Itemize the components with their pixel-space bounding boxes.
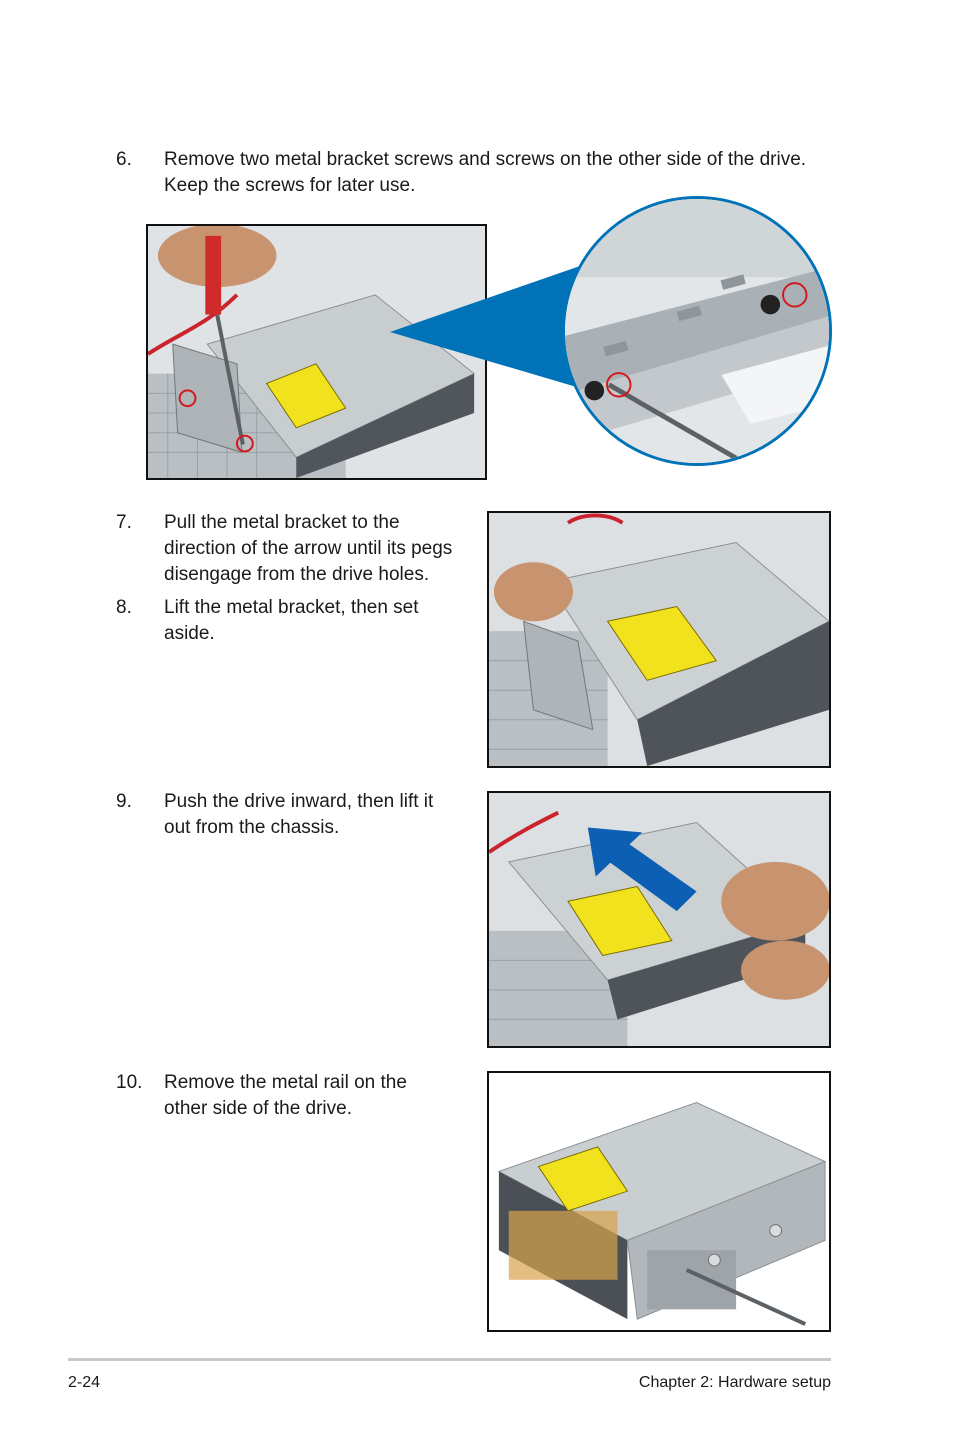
step-text: Pull the metal bracket to the direction of the arrow until its pegs disengage from the drive holes.	[164, 512, 453, 585]
step-number: 8.	[116, 597, 132, 618]
footer-page-number: 2-24	[68, 1374, 101, 1391]
step-number: 6.	[116, 149, 132, 170]
step-text: Remove the metal rail on the other side of the drive.	[164, 1072, 407, 1119]
photo-remove-rail	[487, 1071, 831, 1332]
step-text: Push the drive inward, then lift it out from the chassis.	[164, 791, 434, 838]
footer-chapter: Chapter 2: Hardware setup	[638, 1374, 831, 1391]
step-number: 9.	[116, 791, 132, 812]
step-text: Lift the metal bracket, then set aside.	[164, 597, 419, 644]
step-number: 7.	[116, 512, 132, 533]
step-number: 10.	[116, 1072, 143, 1093]
photo-zoom-inset	[562, 196, 832, 466]
step-text: Remove two metal bracket screws and screws on the other side of the drive. Keep the screws for later use.	[164, 149, 807, 196]
footer-rule	[68, 1358, 831, 1361]
photo-push-drive	[487, 791, 831, 1048]
zoom-callout-wedge	[388, 262, 588, 392]
photo-pull-bracket	[487, 511, 831, 768]
